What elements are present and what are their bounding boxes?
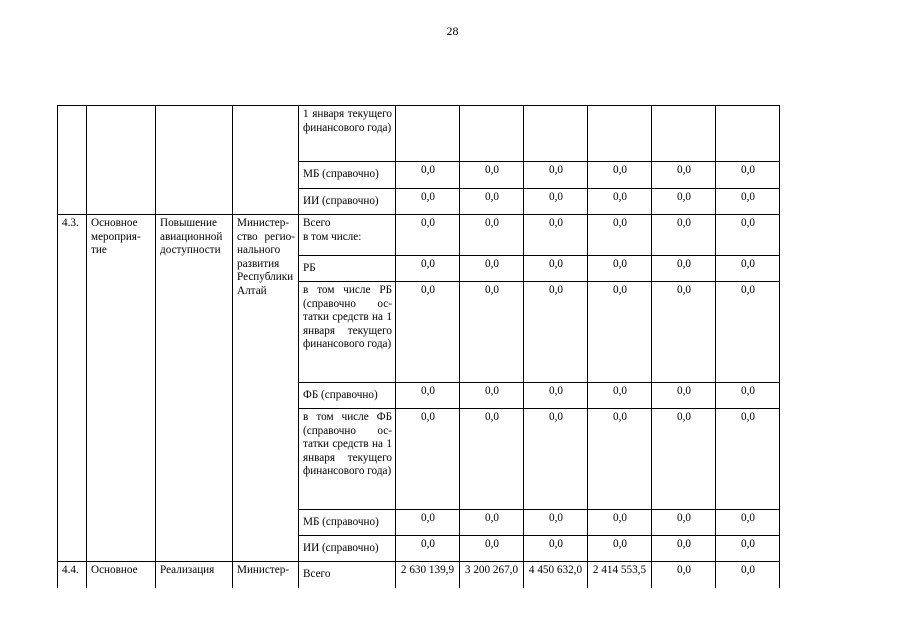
executor-cell (233, 106, 299, 215)
value-cell: 0,0 (460, 536, 524, 562)
activity-name-cell (156, 106, 233, 215)
value-cell: 0,0 (652, 256, 716, 282)
activity-name-cell: Повышение авиационной доступности (156, 215, 233, 562)
value-cell (524, 106, 588, 162)
budget-table (57, 105, 780, 588)
value-cell: 0,0 (396, 536, 460, 562)
value-cell: 0,0 (716, 256, 780, 282)
value-cell: 0,0 (716, 162, 780, 189)
funding-category-cell: РБ (299, 256, 396, 282)
funding-category-cell: МБ (справочно) (299, 162, 396, 189)
value-cell: 0,0 (652, 536, 716, 562)
funding-category-cell: 1 января текущего финансового года) (299, 106, 396, 162)
value-cell: 0,0 (524, 189, 588, 215)
value-cell: 0,0 (396, 409, 460, 510)
value-cell: 0,0 (716, 215, 780, 256)
value-cell: 0,0 (716, 536, 780, 562)
value-cell (716, 106, 780, 162)
value-cell: 0,0 (524, 256, 588, 282)
funding-category-cell: в том числе ФБ (справочно остатки средств на 1 января текущего финансового года) (299, 409, 396, 510)
table-row (58, 562, 780, 588)
value-cell: 0,0 (588, 510, 652, 536)
value-cell: 4 450 632,0 (524, 562, 588, 588)
value-cell: 0,0 (652, 215, 716, 256)
activity-type-cell: Основное мероприятие (87, 215, 156, 562)
page-number: 28 (446, 24, 459, 38)
table-row (58, 215, 780, 256)
value-cell: 0,0 (716, 282, 780, 383)
row-number-cell: 4.4. (58, 562, 87, 588)
value-cell: 0,0 (524, 510, 588, 536)
value-cell: 0,0 (716, 409, 780, 510)
value-cell: 0,0 (716, 189, 780, 215)
activity-type-cell (87, 106, 156, 215)
value-cell: 0,0 (524, 282, 588, 383)
value-cell: 0,0 (652, 409, 716, 510)
value-cell: 0,0 (460, 282, 524, 383)
funding-category-cell: ИИ (справочно) (299, 189, 396, 215)
value-cell: 0,0 (460, 409, 524, 510)
executor-cell: Министерство регионального развития Республики Алтай (233, 215, 299, 562)
value-cell: 0,0 (460, 510, 524, 536)
funding-category-cell: Всего в том числе: (299, 215, 396, 256)
value-cell: 0,0 (524, 383, 588, 409)
value-cell: 0,0 (460, 256, 524, 282)
value-cell: 0,0 (652, 282, 716, 383)
value-cell: 0,0 (396, 189, 460, 215)
value-cell: 0,0 (652, 162, 716, 189)
value-cell: 0,0 (460, 162, 524, 189)
value-cell: 0,0 (652, 189, 716, 215)
value-cell: 0,0 (652, 562, 716, 588)
value-cell: 0,0 (396, 510, 460, 536)
value-cell: 0,0 (460, 383, 524, 409)
funding-category-cell: в том числе РБ (справочно остатки средств на 1 января текущего финансового года) (299, 282, 396, 383)
value-cell: 0,0 (588, 536, 652, 562)
value-cell: 2 630 139,9 (396, 562, 460, 588)
value-cell: 2 414 553,5 (588, 562, 652, 588)
value-cell: 0,0 (396, 256, 460, 282)
value-cell: 0,0 (588, 282, 652, 383)
row-number-cell: 4.3. (58, 215, 87, 562)
value-cell: 3 200 267,0 (460, 562, 524, 588)
value-cell: 0,0 (588, 215, 652, 256)
value-cell: 0,0 (588, 256, 652, 282)
value-cell: 0,0 (396, 162, 460, 189)
value-cell (652, 106, 716, 162)
row-number-cell (58, 106, 87, 215)
value-cell: 0,0 (716, 510, 780, 536)
value-cell: 0,0 (652, 383, 716, 409)
value-cell: 0,0 (524, 215, 588, 256)
value-cell: 0,0 (396, 215, 460, 256)
value-cell (396, 106, 460, 162)
value-cell (460, 106, 524, 162)
value-cell: 0,0 (652, 510, 716, 536)
executor-cell: Министер- (233, 562, 299, 588)
value-cell: 0,0 (460, 215, 524, 256)
value-cell: 0,0 (588, 409, 652, 510)
funding-category-cell: ФБ (справочно) (299, 383, 396, 409)
value-cell: 0,0 (524, 409, 588, 510)
funding-category-cell: МБ (справочно) (299, 510, 396, 536)
value-cell: 0,0 (396, 383, 460, 409)
value-cell: 0,0 (588, 162, 652, 189)
value-cell: 0,0 (460, 189, 524, 215)
table-row (58, 106, 780, 162)
value-cell: 0,0 (716, 562, 780, 588)
value-cell (588, 106, 652, 162)
value-cell: 0,0 (716, 383, 780, 409)
value-cell: 0,0 (588, 189, 652, 215)
value-cell: 0,0 (588, 383, 652, 409)
value-cell: 0,0 (524, 162, 588, 189)
activity-type-cell: Основное (87, 562, 156, 588)
value-cell: 0,0 (396, 282, 460, 383)
value-cell: 0,0 (524, 536, 588, 562)
funding-category-cell: ИИ (справочно) (299, 536, 396, 562)
funding-category-cell: Всего (299, 562, 396, 588)
activity-name-cell: Реализация (156, 562, 233, 588)
